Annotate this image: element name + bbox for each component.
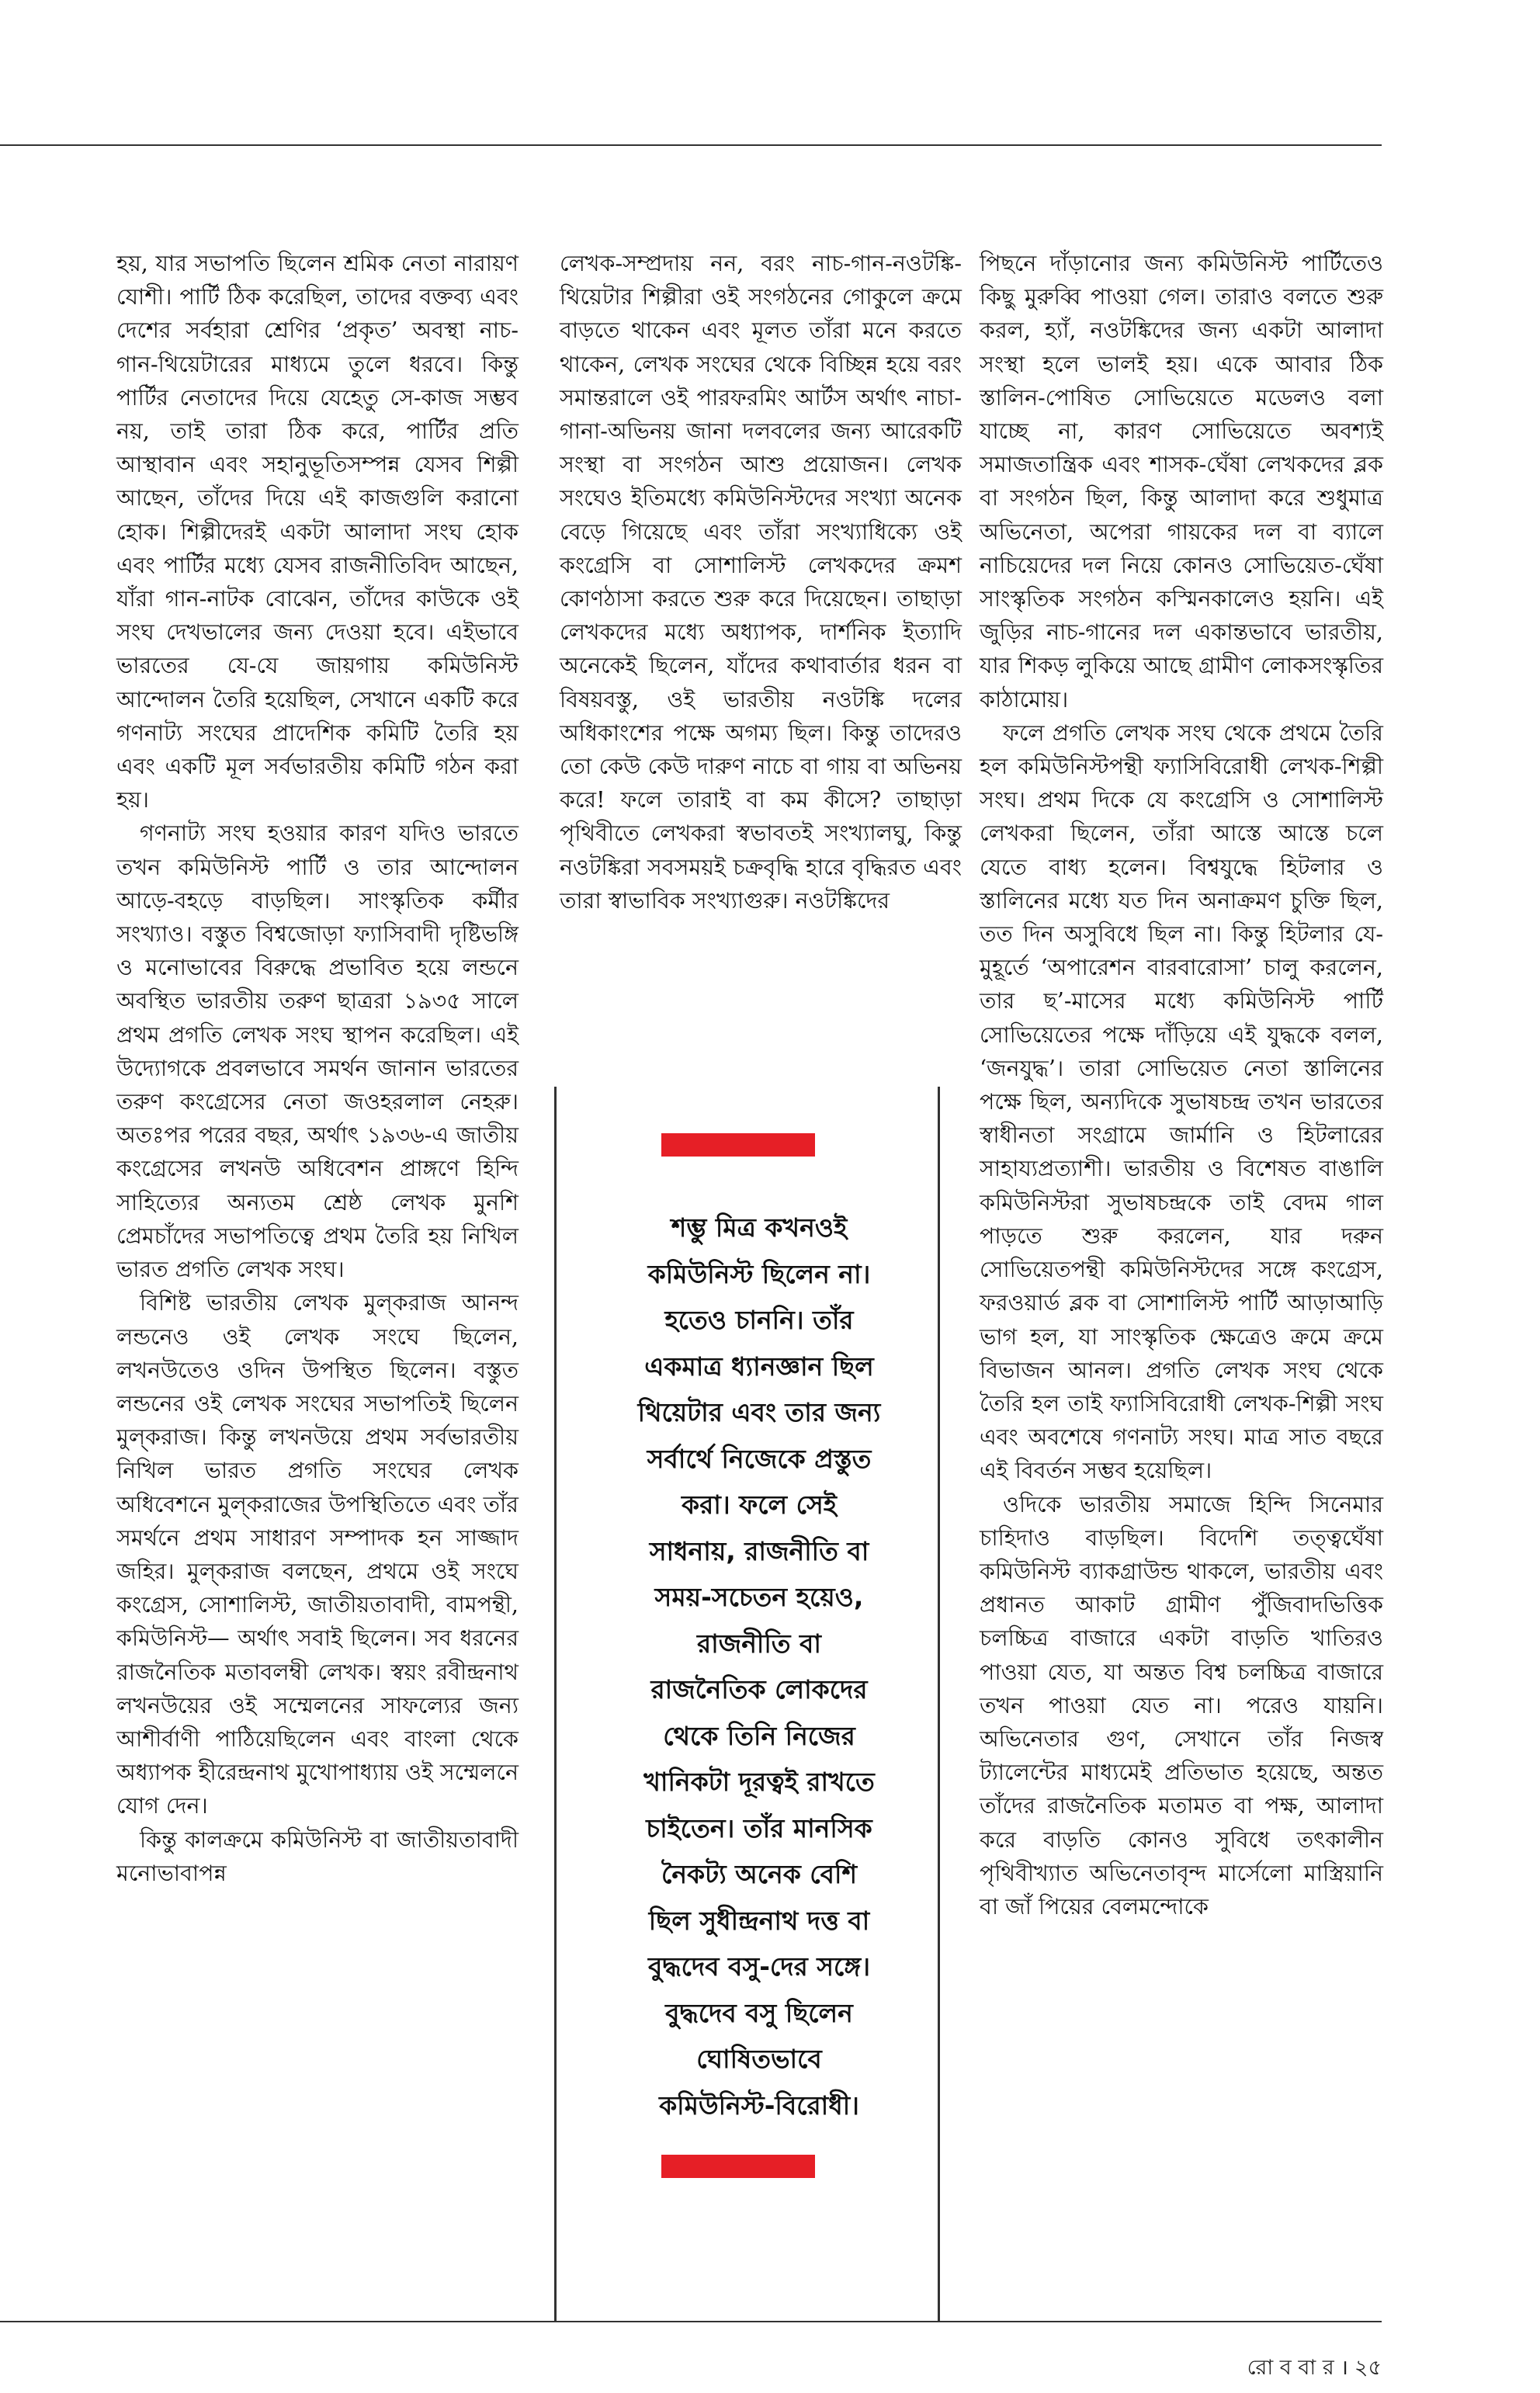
pull-quote-line: সময়-সচেতন হয়েও, bbox=[654, 1582, 864, 1612]
pull-quote-line: রাজনীতি বা bbox=[696, 1628, 821, 1659]
paragraph: পিছনে দাঁড়ানোর জন্য কমিউনিস্ট পার্টিতেও কিছু মুরুব্বি পাওয়া গেল। তারাও বলতে শুরু করল, হ্যাঁ, নওটঙ্কিদের জন্য একটা আলাদা সংস্থা হলে ভালই হয়। একে আবার ঠিক স্তালিন-পোষিত সোভিয়েতে মডেলও বলা যাচ্ছে না, কারণ সোভিয়েতে অবশ্যই সমাজতান্ত্রিক এবং শাসক-ঘেঁষা লেখকদের ব্লক বা সংগঠন ছিল, কিন্তু আলাদা করে শুধুমাত্র অভিনেতা, অপেরা গায়কের দল বা ব্যালে নাচিয়েদের দল নিয়ে কোনও সোভিয়েত-ঘেঁষা সাংস্কৃতিক সংগঠন কস্মিনকালেও হয়নি। এই জুড়ির নাচ-গানের দল একান্তভাবে ভারতীয়, যার শিকড় লুকিয়ে আছে গ্রামীণ লোকসংস্কৃতির কাঠামোয়। bbox=[980, 251, 1383, 713]
pull-quote-line: কমিউনিস্ট-বিরোধী। bbox=[659, 2090, 859, 2121]
pull-quote-line: শম্ভু মিত্র কখনওই bbox=[671, 1212, 848, 1243]
pull-quote bbox=[578, 1205, 941, 2128]
paragraph: গণনাট্য সংঘ হওয়ার কারণ যদিও ভারতে তখন কমিউনিস্ট পার্টি ও তার আন্দোলন আড়ে-বহড়ে বাড়ছিল। সাংস্কৃতিক কর্মীর সংখ্যাও। বস্তুত বিশ্বজোড়া ফ্যাসিবাদী দৃষ্টিভঙ্গি ও মনোভাবের বিরুদ্ধে প্রভাবিত হয়ে লন্ডনে অবস্থিত ভারতীয় তরুণ ছাত্ররা ১৯৩৫ সালে প্রথম প্রগতি লেখক সংঘ স্থাপন করেছিল। এই উদ্যোগকে প্রবলভাবে সমর্থন জানান ভারতের তরুণ কংগ্রেসের নেতা জওহরলাল নেহরু। অতঃপর পরের বছর, অর্থাৎ ১৯৩৬-এ জাতীয় কংগ্রেসের লখনউ অধিবেশন প্রাঙ্গণে হিন্দি সাহিত্যের অন্যতম শ্রেষ্ঠ লেখক মুনশি প্রেমচাঁদের সভাপতিত্বে প্রথম তৈরি হয় নিখিল ভারত প্রগতি লেখক সংঘ। bbox=[116, 820, 519, 1283]
top-rule bbox=[0, 144, 1382, 146]
pull-quote-line: হতেও চাননি। তাঁর bbox=[664, 1305, 854, 1335]
pull-quote-line: চাইতেন। তাঁর মানসিক bbox=[646, 1812, 872, 1843]
paragraph: ওদিকে ভারতীয় সমাজে হিন্দি সিনেমার চাহিদাও বাড়ছিল। বিদেশি তত্ত্বঘেঁষা কমিউনিস্ট ব্যাকগ্রাউন্ড থাকলে, ভারতীয় এবং প্রধানত আকাট গ্রামীণ পুঁজিবাদভিত্তিক চলচ্চিত্র বাজারে একটা বাড়তি খাতিরও পাওয়া যেত, যা অন্তত বিশ্ব চলচ্চিত্র বাজারে তখন পাওয়া যেত না। পরেও যায়নি। অভিনেতার গুণ, সেখানে তাঁর নিজস্ব ট্যালেন্টের মাধ্যমেই প্রতিভাত হয়েছে, অন্তত তাঁদের রাজনৈতিক মতামত বা পক্ষ, আলাদা করে বাড়তি কোনও সুবিধে তৎকালীন পৃথিবীখ্যাত অভিনেতাবৃন্দ মার্সেলো মাস্ত্রিয়ানি বা জাঁ পিয়ের বেলমন্দোকে bbox=[980, 1491, 1383, 1920]
pull-quote-line: রাজনৈতিক লোকদের bbox=[650, 1674, 868, 1705]
pull-quote-line: একমাত্র ধ্যানজ্ঞান ছিল bbox=[644, 1351, 874, 1382]
paragraph: কিন্তু কালক্রমে কমিউনিস্ট বা জাতীয়তাবাদী মনোভাবাপন্ন bbox=[116, 1826, 519, 1886]
pull-quote-line: থেকে তিনি নিজের bbox=[663, 1720, 855, 1751]
paragraph: বিশিষ্ট ভারতীয় লেখক মুল্‌করাজ আনন্দ লন্ডনেও ওই লেখক সংঘে ছিলেন, লখনউতেও ওদিন উপস্থিত ছিলেন। বস্তুত লন্ডনের ওই লেখক সংঘের সভাপতিই ছিলেন মুল্‌করাজ। কিন্তু লখনউয়ে প্রথম সর্বভারতীয় নিখিল ভারত প্রগতি সংঘের লেখক অধিবেশনে মুল্‌করাজের উপস্থিতিতে এবং তাঁর সমর্থনে প্রথম সাধারণ সম্পাদক হন সাজ্জাদ জহির। মুল্‌করাজ বলছেন, প্রথমে ওই সংঘে কংগ্রেস, সোশালিস্ট, জাতীয়তাবাদী, বামপন্থী, কমিউনিস্ট— অর্থাৎ সবাই ছিলেন। সব ধরনের রাজনৈতিক মতাবলম্বী লেখক। স্বয়ং রবীন্দ্রনাথ লখনউয়ের ওই সম্মেলনের সাফল্যের জন্য আশীর্বাণী পাঠিয়েছিলেন এবং বাংলা থেকে অধ্যাপক হীরেন্দ্রনাথ মুখোপাধ্যায় ওই সম্মেলনে যোগ দেন। bbox=[116, 1290, 519, 1819]
pull-quote-line: ঘোষিতভাবে bbox=[696, 2044, 822, 2074]
pull-quote-line: করা। ফলে সেই bbox=[682, 1490, 837, 1520]
bottom-rule bbox=[0, 2321, 1382, 2322]
page-number: ২৫ bbox=[1354, 2356, 1382, 2380]
pull-quote-line: সাধনায়, রাজনীতি বা bbox=[649, 1535, 869, 1566]
pull-quote-line: খানিকটা দূরত্বই রাখতে bbox=[643, 1767, 875, 1797]
pull-quote-top-bar bbox=[661, 1133, 815, 1157]
page-footer bbox=[1247, 2352, 1382, 2387]
article-column-3 bbox=[980, 247, 1383, 1923]
publication-name: রো ব বা র bbox=[1247, 2356, 1334, 2380]
pull-quote-line: সর্বার্থে নিজেকে প্রস্তুত bbox=[647, 1443, 872, 1474]
pull-quote-line: বুদ্ধদেব বসু ছিলেন bbox=[665, 1997, 853, 2028]
pull-quote-bottom-bar bbox=[661, 2155, 815, 2178]
article-column-1 bbox=[116, 247, 519, 1890]
article-column-2 bbox=[560, 247, 962, 917]
paragraph: হয়, যার সভাপতি ছিলেন শ্রমিক নেতা নারায়ণ যোশী। পার্টি ঠিক করেছিল, তাদের বক্তব্য এবং দেশের সর্বহারা শ্রেণির ‘প্রকৃত’ অবস্থা নাচ-গান-থিয়েটারের মাধ্যমে তুলে ধরবে। কিন্তু পার্টির নেতাদের দিয়ে যেহেতু সে-কাজ সম্ভব নয়, তাই তারা ঠিক করে, পার্টির প্রতি আস্থাবান এবং সহানুভূতিসম্পন্ন যেসব শিল্পী আছেন, তাঁদের দিয়ে এই কাজগুলি করানো হোক। শিল্পীদেরই একটা আলাদা সংঘ হোক এবং পার্টির মধ্যে যেসব রাজনীতিবিদ আছেন, যাঁরা গান-নাটক বোঝেন, তাঁদের কাউকে ওই সংঘ দেখভালের জন্য দেওয়া হবে। এইভাবে ভারতের যে-যে জায়গায় কমিউনিস্ট আন্দোলন তৈরি হয়েছিল, সেখানে একটি করে গণনাট্য সংঘের প্রাদেশিক কমিটি তৈরি হয় এবং একটি মূল সর্বভারতীয় কমিটি গঠন করা হয়। bbox=[116, 251, 519, 813]
pull-quote-line: বুদ্ধদেব বসু-দের সঙ্গে। bbox=[648, 1951, 870, 1982]
pull-quote-line: কমিউনিস্ট ছিলেন না। bbox=[647, 1258, 871, 1289]
pull-quote-line: নৈকট্য অনেক বেশি bbox=[661, 1859, 857, 1889]
paragraph: ফলে প্রগতি লেখক সংঘ থেকে প্রথমে তৈরি হল কমিউনিস্টপন্থী ফ্যাসিবিরোধী লেখক-শিল্পী সংঘ। প্রথম দিকে যে কংগ্রেসি ও সোশালিস্ট লেখকরা ছিলেন, তাঁরা আস্তে আস্তে চলে যেতে বাধ্য হলেন। বিশ্বযুদ্ধে হিটলার ও স্তালিনের মধ্যে যত দিন অনাক্রমণ চুক্তি ছিল, তত দিন অসুবিধে ছিল না। কিন্তু হিটলার যে-মুহূর্তে ‘অপারেশন বারবারোসা’ চালু করলেন, তার ছ’-মাসের মধ্যে কমিউনিস্ট পার্টি সোভিয়েতের পক্ষে দাঁড়িয়ে এই যুদ্ধকে বলল, ‘জনযুদ্ধ’। তারা সোভিয়েত নেতা স্তালিনের পক্ষে ছিল, অন্যদিকে সুভাষচন্দ্র তখন ভারতের স্বাধীনতা সংগ্রামে জার্মানি ও হিটলারের সাহায্যপ্রত্যাশী। ভারতীয় ও বিশেষত বাঙালি কমিউনিস্টরা সুভাষচন্দ্রকে তাই বেদম গাল পাড়তে শুরু করলেন, যার দরুন সোভিয়েতপন্থী কমিউনিস্টদের সঙ্গে কংগ্রেস, ফরওয়ার্ড ব্লক বা সোশালিস্ট পার্টি আড়াআড়ি ভাগ হল, যা সাংস্কৃতিক ক্ষেত্রেও ক্রমে ক্রমে বিভাজন আনল। প্রগতি লেখক সংঘ থেকে তৈরি হল তাই ফ্যাসিবিরোধী লেখক-শিল্পী সংঘ এবং অবশেষে গণনাট্য সংঘ। মাত্র সাত বছরে এই বিবর্তন সম্ভব হয়েছিল। bbox=[980, 720, 1384, 1484]
footer-separator: । bbox=[1340, 2356, 1348, 2380]
pull-quote-line: থিয়েটার এবং তার জন্য bbox=[637, 1397, 881, 1427]
paragraph: লেখক-সম্প্রদায় নন, বরং নাচ-গান-নওটঙ্কি-থিয়েটার শিল্পীরা ওই সংগঠনের গোকুলে ক্রমে বাড়তে থাকেন এবং মূলত তাঁরা মনে করতে থাকেন, লেখক সংঘের থেকে বিচ্ছিন্ন হয়ে বরং সমান্তরালে ওই পারফরমিং আর্টস অর্থাৎ নাচা-গানা-অভিনয় জানা দলবলের জন্য আরেকটি সংস্থা বা সংগঠন আশু প্রয়োজন। লেখক সংঘেও ইতিমধ্যে কমিউনিস্টদের সংখ্যা অনেক বেড়ে গিয়েছে এবং তাঁরা সংখ্যাধিক্যে ওই কংগ্রেসি বা সোশালিস্ট লেখকদের ক্রমশ কোণঠাসা করতে শুরু করে দিয়েছেন। তাছাড়া লেখকদের মধ্যে অধ্যাপক, দার্শনিক ইত্যাদি অনেকেই ছিলেন, যাঁদের কথাবার্তার ধরন বা বিষয়বস্তু, ওই ভারতীয় নওটঙ্কি দলের অধিকাংশের পক্ষে অগম্য ছিল। কিন্তু তাদেরও তো কেউ কেউ দারুণ নাচে বা গায় বা অভিনয় করে! ফলে তারাই বা কম কীসে? তাছাড়া পৃথিবীতে লেখকরা স্বভাবতই সংখ্যালঘু, কিন্তু নওটঙ্কিরা সবসময়ই চক্রবৃদ্ধি হারে বৃদ্ধিরত এবং তারা স্বাভাবিক সংখ্যাগুরু। নওটঙ্কিদের bbox=[560, 251, 962, 914]
pull-quote-left-rule bbox=[554, 1087, 557, 2321]
pull-quote-line: ছিল সুধীন্দ্রনাথ দত্ত বা bbox=[648, 1905, 870, 1936]
